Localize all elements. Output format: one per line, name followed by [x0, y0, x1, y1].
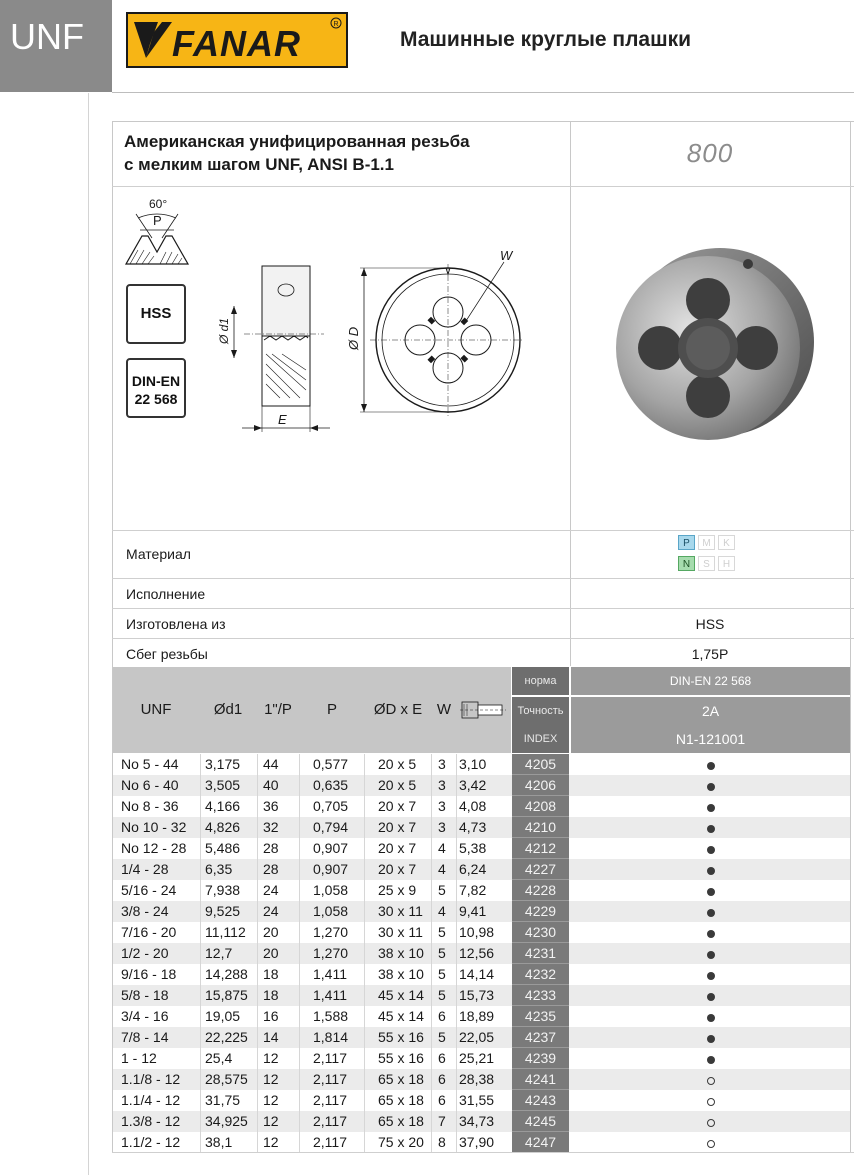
- cell-tpi: 12: [263, 1134, 279, 1150]
- table-row: [113, 1027, 850, 1048]
- column-separator: [299, 754, 300, 1152]
- cell-index: 4245: [512, 1111, 569, 1132]
- index-label: INDEX: [512, 725, 569, 753]
- properties-divider: [112, 608, 854, 609]
- thread-profile-icon: [124, 196, 190, 268]
- column-separator: [200, 754, 201, 1152]
- cell-unf: 1.1/8 - 12: [121, 1071, 181, 1087]
- cell-index: 4239: [512, 1048, 569, 1069]
- cell-thread-depth: 3,42: [459, 777, 487, 793]
- cell-d1: 4,826: [205, 819, 241, 835]
- cell-unf: 1.1/4 - 12: [121, 1092, 181, 1108]
- cell-thread-depth: 6,24: [459, 861, 487, 877]
- cell-thread-depth: 25,21: [459, 1050, 495, 1066]
- made-of-value: HSS: [695, 616, 725, 632]
- cell-dxe: 30 x 11: [378, 924, 423, 940]
- table-row: [113, 943, 850, 964]
- cell-tpi: 20: [263, 945, 279, 961]
- cell-availability: [571, 775, 850, 796]
- properties-divider: [112, 638, 854, 639]
- cell-dxe: 20 x 5: [378, 756, 417, 772]
- cell-w: 5: [438, 1029, 446, 1045]
- cell-availability: [571, 922, 850, 943]
- cell-availability: [571, 1006, 850, 1027]
- material-group-s: S: [698, 556, 715, 571]
- cell-p: 1,814: [313, 1029, 349, 1045]
- col-header-tpi: 1"/P: [264, 701, 292, 718]
- cell-availability: [571, 1132, 850, 1153]
- standard-badge-line1: DIN-EN: [131, 373, 181, 389]
- cell-tpi: 12: [263, 1113, 279, 1129]
- cell-availability: [571, 1069, 850, 1090]
- cell-thread-depth: 9,41: [459, 903, 487, 919]
- cell-p: 1,588: [313, 1008, 349, 1024]
- left-margin-rule: [88, 93, 89, 1175]
- in-stock-dot-icon: [707, 762, 715, 770]
- in-stock-dot-icon: [707, 951, 715, 959]
- cell-tpi: 14: [263, 1029, 279, 1045]
- cell-w: 4: [438, 861, 446, 877]
- cell-dxe: 65 x 18: [378, 1092, 424, 1108]
- cell-d1: 14,288: [205, 966, 248, 982]
- cell-w: 6: [438, 1092, 446, 1108]
- cell-availability: [571, 943, 850, 964]
- cell-p: 0,794: [313, 819, 349, 835]
- in-stock-dot-icon: [707, 1035, 715, 1043]
- cell-unf: 7/8 - 14: [121, 1029, 169, 1045]
- table-row: [113, 1048, 850, 1069]
- cell-thread-depth: 3,10: [459, 756, 487, 772]
- cell-index: 4235: [512, 1006, 569, 1027]
- cell-thread-depth: 14,14: [459, 966, 495, 982]
- table-row: [113, 838, 850, 859]
- product-title-line1: Американская унифицированная резьба: [124, 132, 470, 151]
- cell-d1: 3,175: [205, 756, 241, 772]
- cell-d1: 11,112: [205, 924, 246, 940]
- cell-w: 3: [438, 798, 446, 814]
- cell-p: 2,117: [313, 1134, 347, 1150]
- cell-availability: [571, 817, 850, 838]
- cell-thread-depth: 12,56: [459, 945, 495, 961]
- table-bottom-border: [112, 1152, 854, 1153]
- cell-index: 4230: [512, 922, 569, 943]
- cell-w: 6: [438, 1008, 446, 1024]
- cell-thread-depth: 28,38: [459, 1071, 495, 1087]
- svg-text:Ø D: Ø D: [346, 326, 361, 350]
- col-header-p: P: [326, 701, 337, 718]
- cell-availability: [571, 1027, 850, 1048]
- cell-p: 0,907: [313, 840, 349, 856]
- cell-thread-depth: 7,82: [459, 882, 487, 898]
- svg-text:60°: 60°: [149, 197, 168, 211]
- col-header-w: W: [436, 701, 452, 718]
- cell-unf: 1 - 12: [121, 1050, 157, 1066]
- product-photo: [608, 238, 818, 448]
- cell-d1: 12,7: [205, 945, 233, 961]
- col-header-d1: Ød1: [213, 701, 243, 718]
- on-order-ring-icon: [707, 1077, 715, 1085]
- cell-w: 4: [438, 903, 446, 919]
- cell-tpi: 28: [263, 861, 279, 877]
- cell-tpi: 12: [263, 1071, 279, 1087]
- cell-index: 4228: [512, 880, 569, 901]
- cell-thread-depth: 5,38: [459, 840, 487, 856]
- fanar-logo: [126, 12, 348, 68]
- table-row: [113, 817, 850, 838]
- cell-w: 8: [438, 1134, 446, 1150]
- cell-d1: 5,486: [205, 840, 241, 856]
- cell-tpi: 36: [263, 798, 279, 814]
- svg-text:W: W: [500, 248, 513, 263]
- material-badge: HSS: [126, 284, 186, 344]
- table-row: [113, 859, 850, 880]
- cell-dxe: 20 x 7: [378, 861, 417, 877]
- cell-d1: 6,35: [205, 861, 233, 877]
- table-row: [113, 1069, 850, 1090]
- cell-w: 4: [438, 840, 446, 856]
- in-stock-dot-icon: [707, 888, 715, 896]
- column-separator: [257, 754, 258, 1152]
- column-separator: [431, 754, 432, 1152]
- column-divider: [570, 121, 571, 666]
- cell-index: 4210: [512, 817, 569, 838]
- cell-index: 4206: [512, 775, 569, 796]
- col-header-unf: UNF: [140, 701, 172, 718]
- standard-badge-line2: 22 568: [134, 391, 178, 407]
- cell-availability: [571, 1090, 850, 1111]
- cell-dxe: 45 x 14: [378, 1008, 424, 1024]
- cell-tpi: 12: [263, 1050, 279, 1066]
- fanar-logo-icon: [128, 14, 346, 66]
- cell-d1: 34,925: [205, 1113, 248, 1129]
- cell-availability: [571, 859, 850, 880]
- cell-p: 0,635: [313, 777, 349, 793]
- accuracy-value: 2A: [571, 697, 850, 725]
- properties-divider: [112, 530, 854, 531]
- cell-p: 0,577: [313, 756, 349, 772]
- cell-thread-depth: 18,89: [459, 1008, 495, 1024]
- cell-availability: [571, 796, 850, 817]
- on-order-ring-icon: [707, 1119, 715, 1127]
- cell-d1: 7,938: [205, 882, 241, 898]
- svg-text:R: R: [333, 21, 339, 28]
- cell-d1: 19,05: [205, 1008, 241, 1024]
- cell-p: 2,117: [313, 1113, 347, 1129]
- material-label: Материал: [126, 546, 191, 562]
- cell-d1: 22,225: [205, 1029, 248, 1045]
- cell-thread-depth: 34,73: [459, 1113, 495, 1129]
- cell-tpi: 32: [263, 819, 279, 835]
- in-stock-dot-icon: [707, 1014, 715, 1022]
- cell-p: 1,270: [313, 945, 349, 961]
- cell-w: 5: [438, 987, 446, 1003]
- die-technical-drawing: [214, 240, 524, 440]
- material-group-k: K: [718, 535, 735, 550]
- cell-p: 1,411: [313, 987, 347, 1003]
- cell-unf: 1/4 - 28: [121, 861, 169, 877]
- cell-dxe: 30 x 11: [378, 903, 423, 919]
- table-row: [113, 1111, 850, 1132]
- cell-tpi: 18: [263, 966, 279, 982]
- cell-w: 6: [438, 1071, 446, 1087]
- cell-p: 0,907: [313, 861, 349, 877]
- material-group-h: H: [718, 556, 735, 571]
- cell-index: 4208: [512, 796, 569, 817]
- cell-d1: 15,875: [205, 987, 248, 1003]
- on-order-ring-icon: [707, 1140, 715, 1148]
- cell-dxe: 20 x 7: [378, 798, 417, 814]
- table-row: [113, 922, 850, 943]
- runout-value: 1,75P: [691, 646, 729, 662]
- cell-availability: [571, 901, 850, 922]
- cell-unf: 7/16 - 20: [121, 924, 177, 940]
- cell-dxe: 65 x 18: [378, 1071, 424, 1087]
- cell-tpi: 12: [263, 1092, 279, 1108]
- cell-unf: 9/16 - 18: [121, 966, 177, 982]
- category-tab: UNF: [0, 0, 112, 92]
- cell-index: 4233: [512, 985, 569, 1006]
- cell-p: 1,411: [313, 966, 347, 982]
- cell-p: 2,117: [313, 1071, 347, 1087]
- cell-d1: 28,575: [205, 1071, 248, 1087]
- cell-unf: No 5 - 44: [121, 756, 179, 772]
- cell-index: 4212: [512, 838, 569, 859]
- index-value: N1-121001: [571, 725, 850, 753]
- cell-tpi: 24: [263, 903, 279, 919]
- cell-p: 1,270: [313, 924, 349, 940]
- cell-thread-depth: 31,55: [459, 1092, 495, 1108]
- cell-w: 3: [438, 819, 446, 835]
- cell-index: 4231: [512, 943, 569, 964]
- cell-availability: [571, 838, 850, 859]
- table-row: [113, 964, 850, 985]
- cell-dxe: 20 x 7: [378, 840, 417, 856]
- cell-dxe: 75 x 20: [378, 1134, 424, 1150]
- table-row: [113, 880, 850, 901]
- cell-availability: [571, 964, 850, 985]
- cell-index: 4237: [512, 1027, 569, 1048]
- cell-thread-depth: 4,73: [459, 819, 487, 835]
- header-divider: [112, 92, 854, 93]
- cell-unf: 1.3/8 - 12: [121, 1113, 181, 1129]
- cell-dxe: 65 x 18: [378, 1113, 424, 1129]
- column-separator: [456, 754, 457, 1152]
- svg-text:Ø d1: Ø d1: [217, 317, 231, 344]
- table-row: [113, 796, 850, 817]
- cell-dxe: 38 x 10: [378, 945, 424, 961]
- properties-divider: [112, 578, 854, 579]
- cell-d1: 4,166: [205, 798, 241, 814]
- cell-d1: 31,75: [205, 1092, 241, 1108]
- table-row: [113, 1006, 850, 1027]
- cell-p: 0,705: [313, 798, 349, 814]
- in-stock-dot-icon: [707, 825, 715, 833]
- on-order-ring-icon: [707, 1098, 715, 1106]
- cell-availability: [571, 985, 850, 1006]
- svg-text:P: P: [153, 213, 162, 228]
- cell-w: 5: [438, 945, 446, 961]
- cell-w: 3: [438, 756, 446, 772]
- cell-d1: 9,525: [205, 903, 241, 919]
- in-stock-dot-icon: [707, 930, 715, 938]
- cell-availability: [571, 880, 850, 901]
- right-divider: [850, 121, 851, 1153]
- cell-w: 5: [438, 882, 446, 898]
- table-row: [113, 1132, 850, 1153]
- cell-p: 1,058: [313, 882, 349, 898]
- cell-w: 5: [438, 924, 446, 940]
- cell-dxe: 25 x 9: [378, 882, 417, 898]
- title-divider: [112, 186, 854, 187]
- cell-index: 4232: [512, 964, 569, 985]
- col-header-dxe: ØD x E: [373, 701, 423, 718]
- material-group-p: P: [678, 535, 695, 550]
- thread-depth-icon: [458, 696, 508, 724]
- cell-unf: No 6 - 40: [121, 777, 179, 793]
- cell-w: 6: [438, 1050, 446, 1066]
- cell-dxe: 38 x 10: [378, 966, 424, 982]
- cell-dxe: 20 x 7: [378, 819, 417, 835]
- cell-w: 7: [438, 1113, 446, 1129]
- in-stock-dot-icon: [707, 972, 715, 980]
- cell-unf: 3/8 - 24: [121, 903, 169, 919]
- cell-unf: 3/4 - 16: [121, 1008, 169, 1024]
- in-stock-dot-icon: [707, 804, 715, 812]
- cell-tpi: 18: [263, 987, 279, 1003]
- cell-d1: 38,1: [205, 1134, 233, 1150]
- page-title: Машинные круглые плашки: [400, 28, 692, 51]
- cell-unf: No 12 - 28: [121, 840, 187, 856]
- cell-d1: 3,505: [205, 777, 241, 793]
- cell-tpi: 16: [263, 1008, 279, 1024]
- cell-availability: [571, 1048, 850, 1069]
- cell-thread-depth: 22,05: [459, 1029, 495, 1045]
- runout-label: Сбег резьбы: [126, 646, 208, 662]
- cell-thread-depth: 15,73: [459, 987, 495, 1003]
- cell-p: 2,117: [313, 1092, 347, 1108]
- cell-index: 4229: [512, 901, 569, 922]
- norm-value: DIN-EN 22 568: [571, 667, 850, 695]
- cell-unf: No 10 - 32: [121, 819, 187, 835]
- cell-dxe: 20 x 5: [378, 777, 417, 793]
- cell-p: 2,117: [313, 1050, 347, 1066]
- in-stock-dot-icon: [707, 993, 715, 1001]
- table-row: [113, 775, 850, 796]
- cell-dxe: 45 x 14: [378, 987, 424, 1003]
- cell-d1: 25,4: [205, 1050, 233, 1066]
- column-separator: [364, 754, 365, 1152]
- table-row: [113, 901, 850, 922]
- in-stock-dot-icon: [707, 867, 715, 875]
- cell-tpi: 24: [263, 882, 279, 898]
- made-of-label: Изготовлена из: [126, 616, 226, 632]
- cell-dxe: 55 x 16: [378, 1050, 424, 1066]
- material-group-m: M: [698, 535, 715, 550]
- norm-label: норма: [512, 667, 569, 695]
- standard-badge: [126, 358, 186, 418]
- cell-thread-depth: 10,98: [459, 924, 495, 940]
- cell-unf: 1.1/2 - 12: [121, 1134, 181, 1150]
- material-group-n: N: [678, 556, 695, 571]
- table-row: [113, 985, 850, 1006]
- cell-tpi: 44: [263, 756, 279, 772]
- cell-unf: No 8 - 36: [121, 798, 179, 814]
- in-stock-dot-icon: [707, 909, 715, 917]
- cell-tpi: 40: [263, 777, 279, 793]
- cell-w: 5: [438, 966, 446, 982]
- product-title-line2: с мелким шагом UNF, ANSI B-1.1: [124, 155, 394, 174]
- cell-index: 4227: [512, 859, 569, 880]
- cell-thread-depth: 37,90: [459, 1134, 495, 1150]
- in-stock-dot-icon: [707, 846, 715, 854]
- cell-w: 3: [438, 777, 446, 793]
- execution-label: Исполнение: [126, 586, 206, 602]
- cell-availability: [571, 754, 850, 775]
- cell-index: 4243: [512, 1090, 569, 1111]
- svg-text:FANAR: FANAR: [172, 23, 301, 64]
- cell-tpi: 20: [263, 924, 279, 940]
- cell-unf: 5/16 - 24: [121, 882, 177, 898]
- in-stock-dot-icon: [707, 783, 715, 791]
- cell-p: 1,058: [313, 903, 349, 919]
- svg-text:E: E: [278, 412, 287, 427]
- in-stock-dot-icon: [707, 1056, 715, 1064]
- accuracy-label: Точность: [512, 697, 569, 725]
- cell-index: 4241: [512, 1069, 569, 1090]
- cell-unf: 1/2 - 20: [121, 945, 169, 961]
- cell-index: 4205: [512, 754, 569, 775]
- cell-index: 4247: [512, 1132, 569, 1153]
- cell-tpi: 28: [263, 840, 279, 856]
- product-title: [124, 130, 470, 176]
- cell-availability: [571, 1111, 850, 1132]
- table-row: [113, 1090, 850, 1111]
- product-code: 800: [686, 138, 734, 168]
- cell-thread-depth: 4,08: [459, 798, 487, 814]
- cell-dxe: 55 x 16: [378, 1029, 424, 1045]
- table-row: [113, 754, 850, 775]
- cell-unf: 5/8 - 18: [121, 987, 169, 1003]
